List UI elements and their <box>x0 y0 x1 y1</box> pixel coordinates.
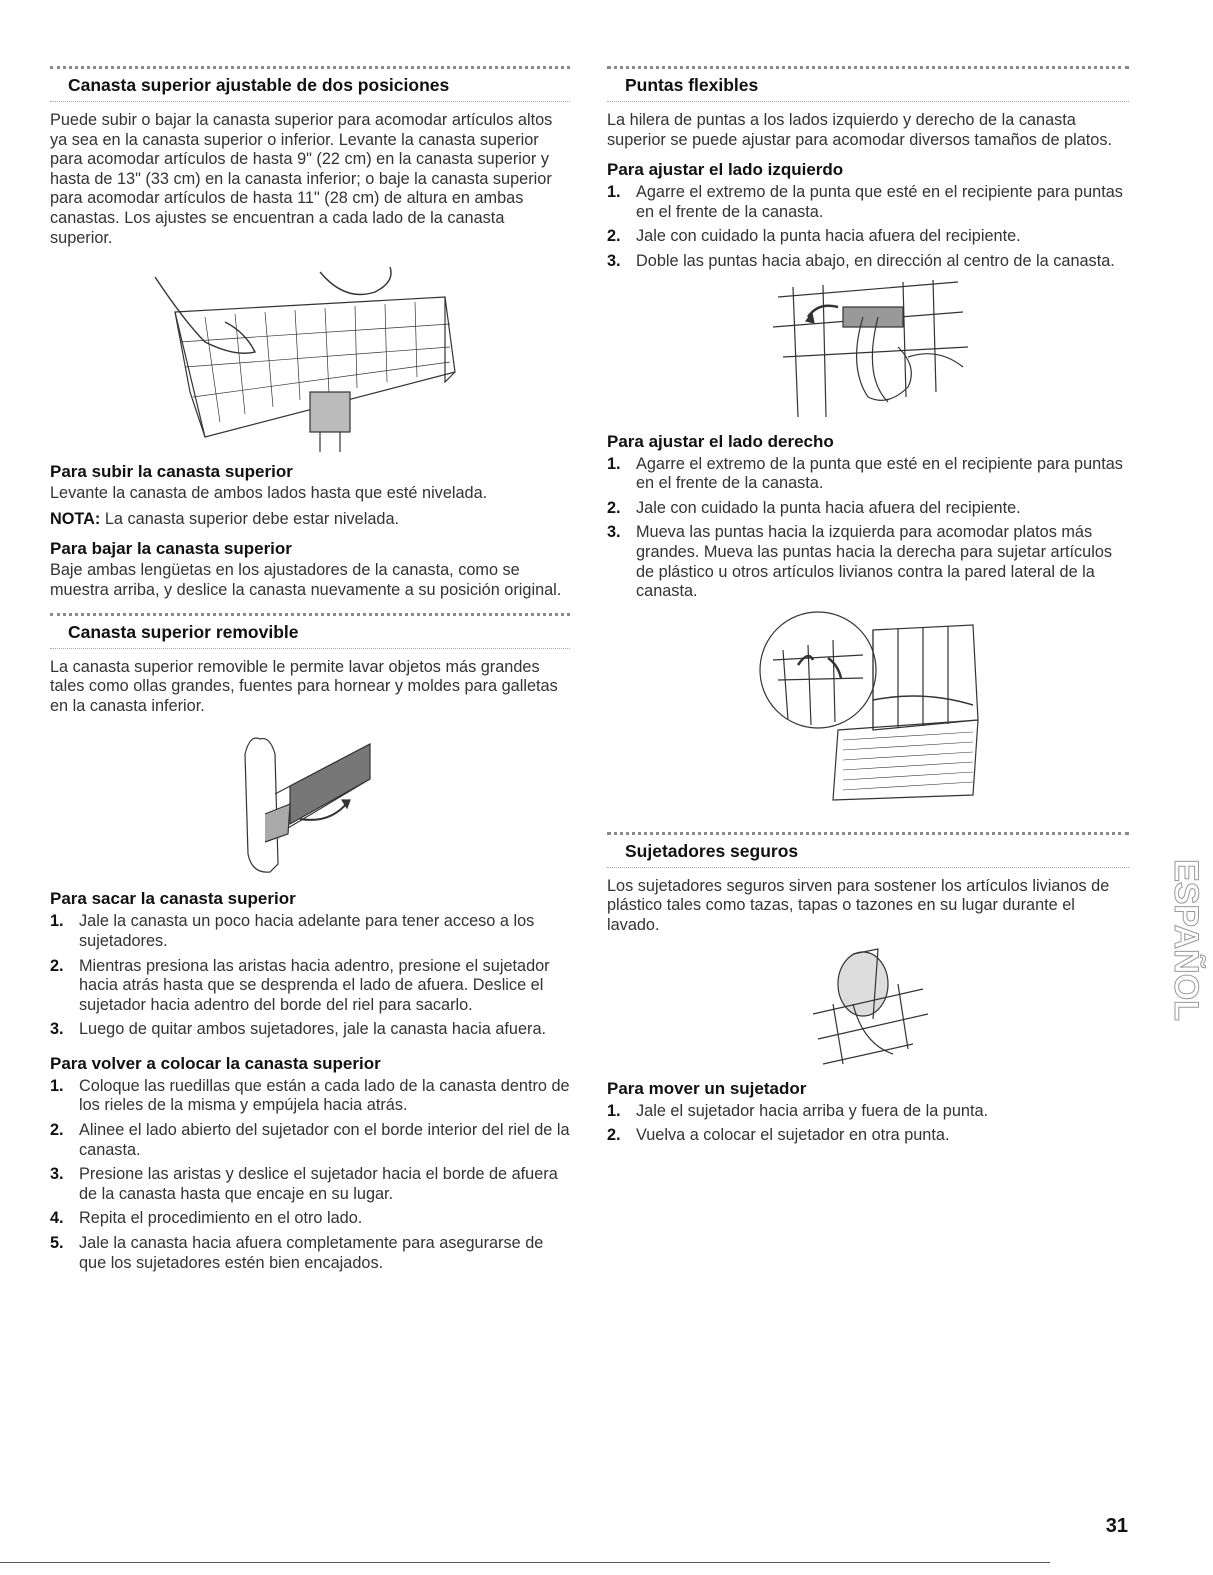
section-divider <box>607 66 1129 69</box>
secure-clip-illustration <box>803 944 933 1069</box>
right-tines-illustration <box>753 610 983 810</box>
move-clip-steps <box>607 1102 1129 1146</box>
move-clip-heading: Para mover un sujetador <box>607 1078 807 1098</box>
list-item: 1. Coloque las ruedillas que están a cada lado de la canasta dentro de los rieles de la misma y empújela hacia atrás. <box>50 1076 570 1115</box>
adjust-right-heading: Para ajustar el lado derecho <box>607 431 834 451</box>
replace-rack-steps <box>50 1077 570 1273</box>
list-item: 1. Agarre el extremo de la punta que esté en el recipiente para puntas en el frente de la canasta. <box>607 454 1123 493</box>
note-text: La canasta superior debe estar nivelada. <box>104 509 400 528</box>
list-item: 3. Luego de quitar ambos sujetadores, jale la canasta hacia afuera. <box>50 1020 547 1039</box>
section-divider <box>50 648 570 649</box>
adjustable-rack-body: Puede subir o bajar la canasta superior para acomodar artículos altos ya sea en la canasta superior o inferior. Levante la canasta superior para acomodar artículos de hasta 9" (22 cm) en la canasta superior y hasta de 13" (33 cm) en la canasta inferior; o baje la canasta superior para acomodar artículos de hasta 11" (28 cm) de altura en ambas canastas. Los ajustes se encuentran a cada lado de la canasta superior. <box>50 111 553 247</box>
raise-rack-heading: Para subir la canasta superior <box>50 462 293 482</box>
removable-rack-body: La canasta superior removible le permite lavar objetos más grandes tales como ollas grandes, fuentes para hornear y moldes para galletas en la canasta inferior. <box>50 657 558 715</box>
right-column <box>607 66 1129 1151</box>
list-item: 4. Repita el procedimiento en el otro lado. <box>50 1209 363 1228</box>
section-title-flexible-tines: Puntas flexibles <box>625 75 759 95</box>
flexible-tines-body: La hilera de puntas a los lados izquierdo y derecho de la canasta superior se puede ajustar para acomodar diversos tamaños de platos. <box>607 111 1113 149</box>
lower-rack-heading: Para bajar la canasta superior <box>50 539 292 559</box>
list-item: 5. Jale la canasta hacia afuera completamente para asegurarse de que los sujetadores estén bien encajados. <box>50 1234 544 1272</box>
list-item: 2. Jale con cuidado la punta hacia afuera del recipiente. <box>607 498 1021 517</box>
adjust-left-heading: Para ajustar el lado izquierdo <box>607 160 844 180</box>
list-item: 2. Mientras presiona las aristas hacia adentro, presione el sujetador hacia atrás hasta que se desprenda el lado de afuera. Deslice el sujetador hacia adentro del borde del riel para sacarlo. <box>50 956 550 1014</box>
bottom-rule <box>0 1562 1050 1563</box>
list-item: 3. Mueva las puntas hacia la izquierda para acomodar platos más grandes. Mueva las puntas hacia la derecha para sujetar artículos de plástico u otros artículos livianos contra la pared lateral de la canasta. <box>607 523 1113 601</box>
language-side-tab <box>1155 820 1205 1060</box>
side-tab-label: ESPAÑOL <box>1167 859 1205 1021</box>
list-item: 2. Alinee el lado abierto del sujetador con el borde interior del riel de la canasta. <box>50 1121 570 1159</box>
left-tines-illustration <box>768 277 968 422</box>
section-divider <box>50 66 570 69</box>
remove-rack-steps <box>50 912 570 1040</box>
adjust-right-steps <box>607 455 1129 602</box>
replace-rack-heading: Para volver a colocar la canasta superior <box>50 1053 381 1073</box>
list-item: 2. Vuelva a colocar el sujetador en otra punta. <box>607 1126 950 1145</box>
list-item: 2. Jale con cuidado la punta hacia afuera del recipiente. <box>607 227 1021 246</box>
note-paragraph <box>50 510 570 530</box>
page-number: 31 <box>1105 1515 1128 1537</box>
note-label: NOTA: <box>50 509 101 528</box>
section-divider <box>607 867 1129 868</box>
section-title-adjustable-rack: Canasta superior ajustable de dos posiciones <box>68 75 450 95</box>
list-item: 1. Agarre el extremo de la punta que esté en el recipiente para puntas en el frente de la canasta. <box>607 183 1123 221</box>
remove-rack-heading: Para sacar la canasta superior <box>50 889 296 909</box>
lower-rack-text: Baje ambas lengüetas en los ajustadores de la canasta, como se muestra arriba, y deslice la canasta nuevamente a su posición original. <box>50 561 562 599</box>
upper-rack-adjust-illustration <box>145 262 475 452</box>
list-item: 3. Doble las puntas hacia abajo, en dirección al centro de la canasta. <box>607 251 1115 270</box>
section-divider <box>50 613 570 616</box>
section-divider <box>607 101 1129 102</box>
left-column <box>50 66 570 1278</box>
rack-stop-clip-illustration <box>230 724 390 879</box>
section-title-removable-rack: Canasta superior removible <box>68 621 299 642</box>
list-item: 1. Jale el sujetador hacia arriba y fuera de la punta. <box>607 1101 989 1120</box>
adjust-left-steps <box>607 183 1129 271</box>
section-divider <box>607 832 1129 835</box>
list-item: 3. Presione las aristas y deslice el sujetador hacia el borde de afuera de la canasta hasta que encaje en su lugar. <box>50 1165 558 1203</box>
list-item: 1. Jale la canasta un poco hacia adelante para tener acceso a los sujetadores. <box>50 912 535 950</box>
section-divider <box>50 101 570 102</box>
secure-clips-body: Los sujetadores seguros sirven para sostener los artículos livianos de plástico tales como tazas, tapas o tazones en su lugar durante el lavado. <box>607 876 1110 934</box>
section-title-secure-clips: Sujetadores seguros <box>625 840 799 861</box>
raise-rack-text: Levante la canasta de ambos lados hasta que esté nivelada. <box>50 484 488 503</box>
